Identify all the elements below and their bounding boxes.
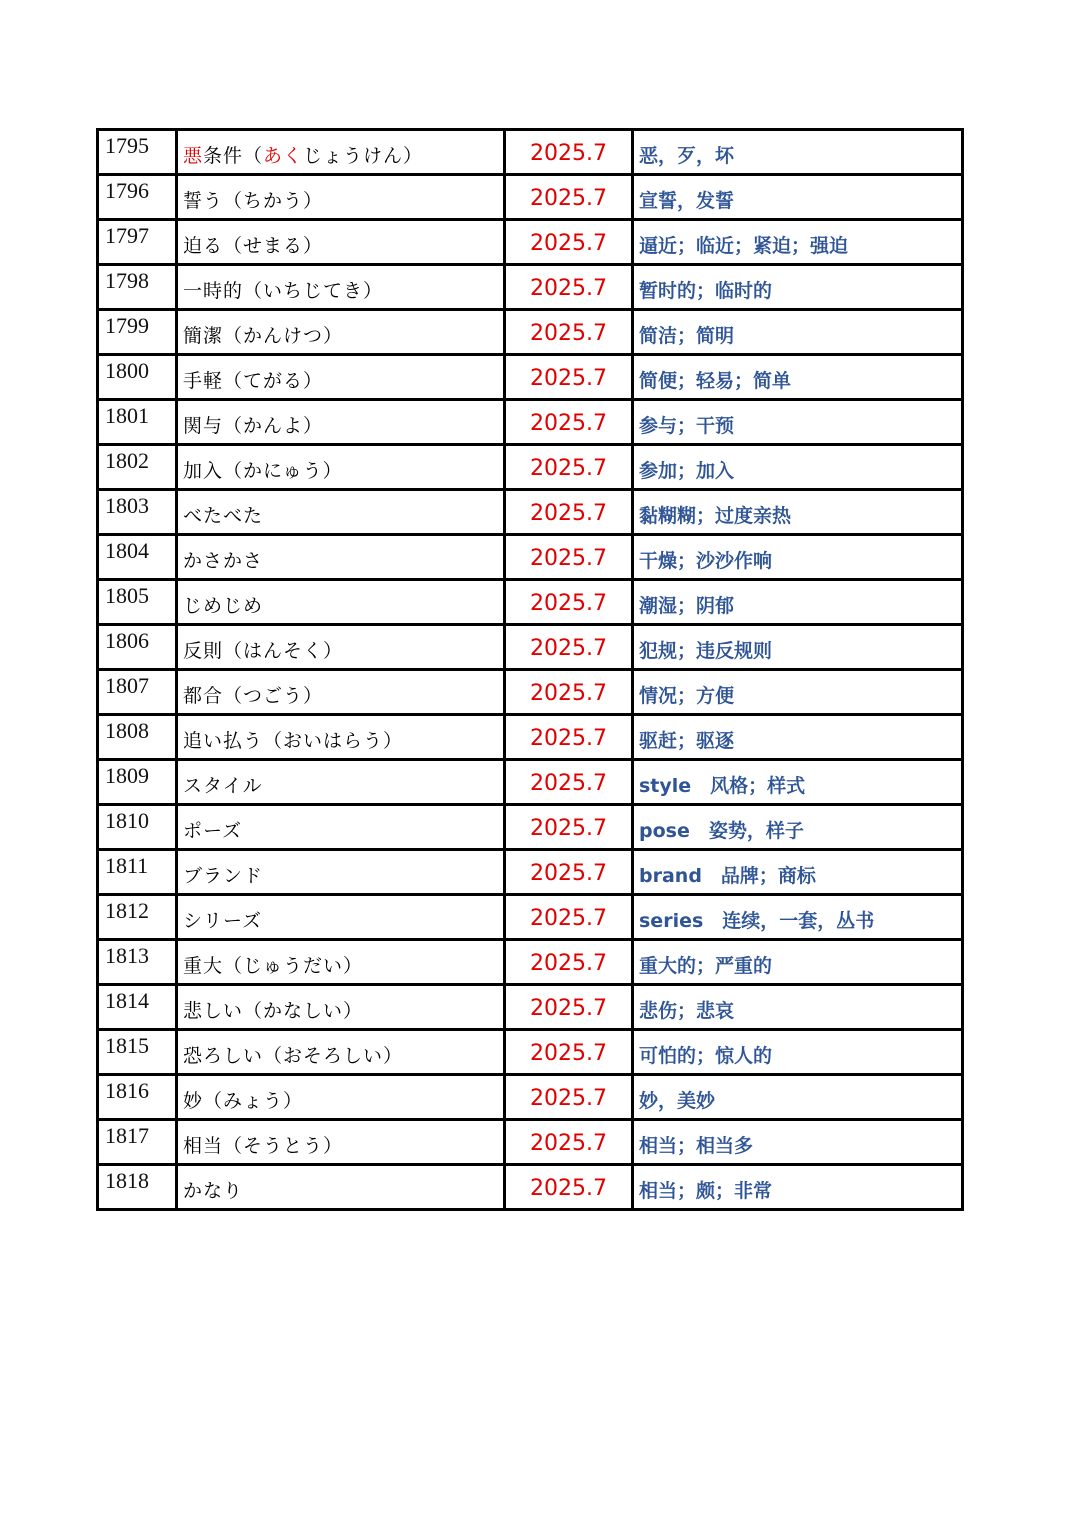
date-label: 2025.7 (505, 850, 633, 895)
date-label: 2025.7 (505, 1075, 633, 1120)
chinese-meaning: 干燥；沙沙作响 (633, 535, 963, 580)
japanese-word: 妙（みょう） (177, 1075, 505, 1120)
chinese-meaning: 相当；相当多 (633, 1120, 963, 1165)
japanese-word: 恐ろしい（おそろしい） (177, 1030, 505, 1075)
chinese-meaning: 暂时的；临时的 (633, 265, 963, 310)
table-row (98, 535, 963, 580)
entry-number: 1818 (98, 1165, 177, 1210)
table-row (98, 355, 963, 400)
table-row (98, 1075, 963, 1120)
entry-number: 1800 (98, 355, 177, 400)
table-row (98, 805, 963, 850)
date-label: 2025.7 (505, 1165, 633, 1210)
chinese-meaning: 犯规；违反规则 (633, 625, 963, 670)
date-label: 2025.7 (505, 625, 633, 670)
entry-number: 1806 (98, 625, 177, 670)
date-label: 2025.7 (505, 535, 633, 580)
chinese-meaning: 重大的；严重的 (633, 940, 963, 985)
table-row (98, 175, 963, 220)
japanese-word: 簡潔（かんけつ） (177, 310, 505, 355)
table-row (98, 1165, 963, 1210)
japanese-word: ブランド (177, 850, 505, 895)
chinese-meaning: 可怕的；惊人的 (633, 1030, 963, 1075)
japanese-word: べたべた (177, 490, 505, 535)
table-row (98, 625, 963, 670)
japanese-word: 手軽（てがる） (177, 355, 505, 400)
chinese-meaning: style 风格；样式 (633, 760, 963, 805)
date-label: 2025.7 (505, 580, 633, 625)
date-label: 2025.7 (505, 355, 633, 400)
entry-number: 1812 (98, 895, 177, 940)
date-label: 2025.7 (505, 1120, 633, 1165)
entry-number: 1804 (98, 535, 177, 580)
date-label: 2025.7 (505, 310, 633, 355)
chinese-meaning: 恶，歹，坏 (633, 130, 963, 175)
chinese-meaning: 简便；轻易；简单 (633, 355, 963, 400)
highlighted-word-part: あく (263, 144, 304, 167)
chinese-meaning: 悲伤；悲哀 (633, 985, 963, 1030)
entry-number: 1805 (98, 580, 177, 625)
date-label: 2025.7 (505, 670, 633, 715)
date-label: 2025.7 (505, 130, 633, 175)
japanese-word: 迫る（せまる） (177, 220, 505, 265)
chinese-meaning: 情况；方便 (633, 670, 963, 715)
date-label: 2025.7 (505, 985, 633, 1030)
chinese-meaning: 参与；干预 (633, 400, 963, 445)
table-row (98, 130, 963, 175)
table-row (98, 895, 963, 940)
entry-number: 1810 (98, 805, 177, 850)
table-row (98, 940, 963, 985)
entry-number: 1807 (98, 670, 177, 715)
date-label: 2025.7 (505, 265, 633, 310)
japanese-word: かさかさ (177, 535, 505, 580)
entry-number: 1801 (98, 400, 177, 445)
entry-number: 1808 (98, 715, 177, 760)
table-row (98, 580, 963, 625)
date-label: 2025.7 (505, 895, 633, 940)
word-part: 条件（ (203, 144, 264, 167)
date-label: 2025.7 (505, 490, 633, 535)
entry-number: 1815 (98, 1030, 177, 1075)
japanese-word: 一時的（いちじてき） (177, 265, 505, 310)
table-row (98, 400, 963, 445)
entry-number: 1803 (98, 490, 177, 535)
date-label: 2025.7 (505, 805, 633, 850)
entry-number: 1796 (98, 175, 177, 220)
chinese-meaning: 妙，美妙 (633, 1075, 963, 1120)
chinese-meaning: series 连续，一套，丛书 (633, 895, 963, 940)
table-row (98, 850, 963, 895)
date-label: 2025.7 (505, 400, 633, 445)
entry-number: 1816 (98, 1075, 177, 1120)
japanese-word (177, 130, 505, 175)
date-label: 2025.7 (505, 715, 633, 760)
entry-number: 1814 (98, 985, 177, 1030)
japanese-word: ポーズ (177, 805, 505, 850)
vocabulary-table-body (98, 130, 963, 1210)
date-label: 2025.7 (505, 760, 633, 805)
chinese-meaning: 简洁；简明 (633, 310, 963, 355)
entry-number: 1797 (98, 220, 177, 265)
japanese-word: かなり (177, 1165, 505, 1210)
chinese-meaning: brand 品牌；商标 (633, 850, 963, 895)
chinese-meaning: pose 姿势，样子 (633, 805, 963, 850)
japanese-word: じめじめ (177, 580, 505, 625)
date-label: 2025.7 (505, 445, 633, 490)
entry-number: 1795 (98, 130, 177, 175)
highlighted-word-part: 悪 (183, 144, 204, 167)
japanese-word: シリーズ (177, 895, 505, 940)
entry-number: 1813 (98, 940, 177, 985)
chinese-meaning: 逼近；临近；紧迫；强迫 (633, 220, 963, 265)
table-row (98, 220, 963, 265)
date-label: 2025.7 (505, 940, 633, 985)
table-row (98, 760, 963, 805)
japanese-word: 加入（かにゅう） (177, 445, 505, 490)
table-row (98, 985, 963, 1030)
date-label: 2025.7 (505, 1030, 633, 1075)
table-row (98, 265, 963, 310)
table-row (98, 445, 963, 490)
japanese-word: スタイル (177, 760, 505, 805)
japanese-word: 関与（かんよ） (177, 400, 505, 445)
japanese-word: 悲しい（かなしい） (177, 985, 505, 1030)
table-row (98, 670, 963, 715)
chinese-meaning: 驱赶；驱逐 (633, 715, 963, 760)
japanese-word: 相当（そうとう） (177, 1120, 505, 1165)
entry-number: 1817 (98, 1120, 177, 1165)
table-row (98, 490, 963, 535)
japanese-word: 追い払う（おいはらう） (177, 715, 505, 760)
date-label: 2025.7 (505, 175, 633, 220)
word-part: じょうけん） (303, 144, 424, 167)
chinese-meaning: 黏糊糊；过度亲热 (633, 490, 963, 535)
table-row (98, 1030, 963, 1075)
chinese-meaning: 相当；颇；非常 (633, 1165, 963, 1210)
entry-number: 1811 (98, 850, 177, 895)
entry-number: 1802 (98, 445, 177, 490)
vocabulary-table (96, 128, 964, 1211)
chinese-meaning: 宣誓，发誓 (633, 175, 963, 220)
table-row (98, 1120, 963, 1165)
japanese-word: 重大（じゅうだい） (177, 940, 505, 985)
table-row (98, 715, 963, 760)
chinese-meaning: 潮湿；阴郁 (633, 580, 963, 625)
entry-number: 1809 (98, 760, 177, 805)
chinese-meaning: 参加；加入 (633, 445, 963, 490)
entry-number: 1799 (98, 310, 177, 355)
date-label: 2025.7 (505, 220, 633, 265)
entry-number: 1798 (98, 265, 177, 310)
japanese-word: 反則（はんそく） (177, 625, 505, 670)
japanese-word: 都合（つごう） (177, 670, 505, 715)
japanese-word: 誓う（ちかう） (177, 175, 505, 220)
table-row (98, 310, 963, 355)
